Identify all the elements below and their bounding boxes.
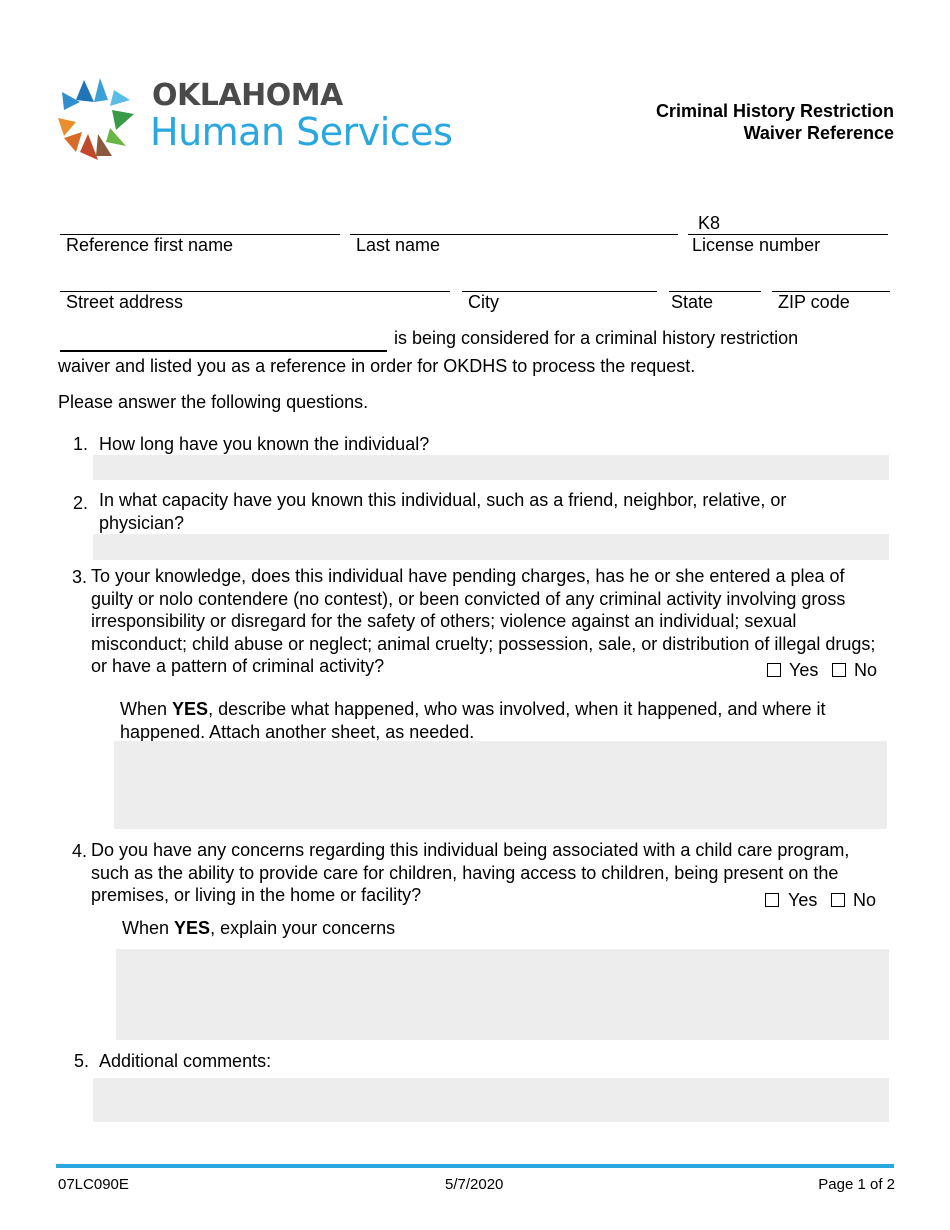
q4-no-label: No — [853, 890, 877, 910]
street-address-label: Street address — [66, 292, 184, 312]
q3-text: To your knowledge, does this individual have pending charges, has he or she entered a plea of guilty or nolo contendere (no contest), or been convicted of any criminal activity involving gross irresponsibility or disregard for the safety of others; violence against an individual; sexual misconduct; child abuse or neglect; animal cruelty; possession, sale, or distribution of illegal drugs; or have a pattern of criminal activity? — [91, 566, 876, 676]
logo-wordmark-top: OKLAHOMA — [152, 78, 343, 113]
q3-explanation-field[interactable] — [114, 741, 887, 829]
q3-number: 3. — [72, 567, 88, 587]
form-title-line1: Criminal History Restriction — [655, 101, 894, 121]
intro-line2: waiver and listed you as a reference in order for OKDHS to process the request. — [58, 356, 696, 376]
q3-followup-rest: , describe what happened, who was involved, when it happened, and where it happened. Attach another sheet, as needed. — [120, 699, 826, 742]
q3-followup-prompt — [120, 698, 880, 743]
q2-answer-field[interactable] — [93, 534, 889, 560]
first-name-label: Reference first name — [66, 235, 234, 255]
intro-line1: is being considered for a criminal history restriction — [394, 328, 799, 348]
q3-no-label: No — [854, 660, 878, 680]
q2-number: 2. — [73, 493, 89, 513]
form-title-line2: Waiver Reference — [743, 123, 894, 143]
q4-followup-rest: , explain your concerns — [210, 918, 396, 938]
footer-date: 5/7/2020 — [445, 1176, 504, 1193]
form-title — [656, 100, 894, 144]
q4-yes-checkbox[interactable] — [765, 893, 779, 907]
last-name-label: Last name — [356, 235, 441, 255]
q4-yes-label: Yes — [788, 890, 818, 910]
q2-text: In what capacity have you known this individual, such as a friend, neighbor, relative, or physician? — [99, 490, 787, 533]
q3-followup-prefix: When — [120, 699, 168, 719]
agency-logo — [54, 76, 464, 166]
q1-text: How long have you known the individual? — [99, 434, 430, 454]
q4-followup-yes-emphasis: YES — [174, 918, 211, 938]
instruction-text: Please answer the following questions. — [58, 392, 369, 412]
q3-yes-label: Yes — [789, 660, 819, 680]
q4-text: Do you have any concerns regarding this individual being associated with a child care program, such as the ability to provide care for children, having access to children, being present on the premises, or living in the home or facility? — [91, 840, 850, 905]
logo-wordmark-bottom: Human Services — [150, 110, 453, 154]
zip-code-label: ZIP code — [778, 292, 850, 312]
q4-followup-prompt — [122, 917, 862, 940]
individual-name-field[interactable] — [60, 350, 387, 352]
q4-followup-prefix: When — [122, 918, 170, 938]
footer-page-number: Page 1 of 2 — [818, 1176, 895, 1193]
state-label: State — [671, 292, 714, 312]
logo-star-icon — [54, 76, 136, 164]
q3-followup-yes-emphasis: YES — [172, 699, 209, 719]
q4-explanation-field[interactable] — [116, 949, 889, 1040]
q1-answer-field[interactable] — [93, 455, 889, 480]
footer-form-id: 07LC090E — [58, 1176, 129, 1193]
q4-no-checkbox[interactable] — [831, 893, 845, 907]
q5-number: 5. — [74, 1051, 90, 1071]
q5-comments-field[interactable] — [93, 1078, 889, 1122]
license-number-label: License number — [692, 235, 821, 255]
q3-yes-checkbox[interactable] — [767, 663, 781, 677]
license-number-value[interactable]: K8 — [698, 213, 721, 233]
q5-text: Additional comments: — [99, 1051, 272, 1071]
city-label: City — [468, 292, 499, 312]
footer-rule — [56, 1164, 894, 1168]
q1-number: 1. — [73, 434, 89, 454]
q4-number: 4. — [72, 841, 88, 861]
q3-no-checkbox[interactable] — [832, 663, 846, 677]
